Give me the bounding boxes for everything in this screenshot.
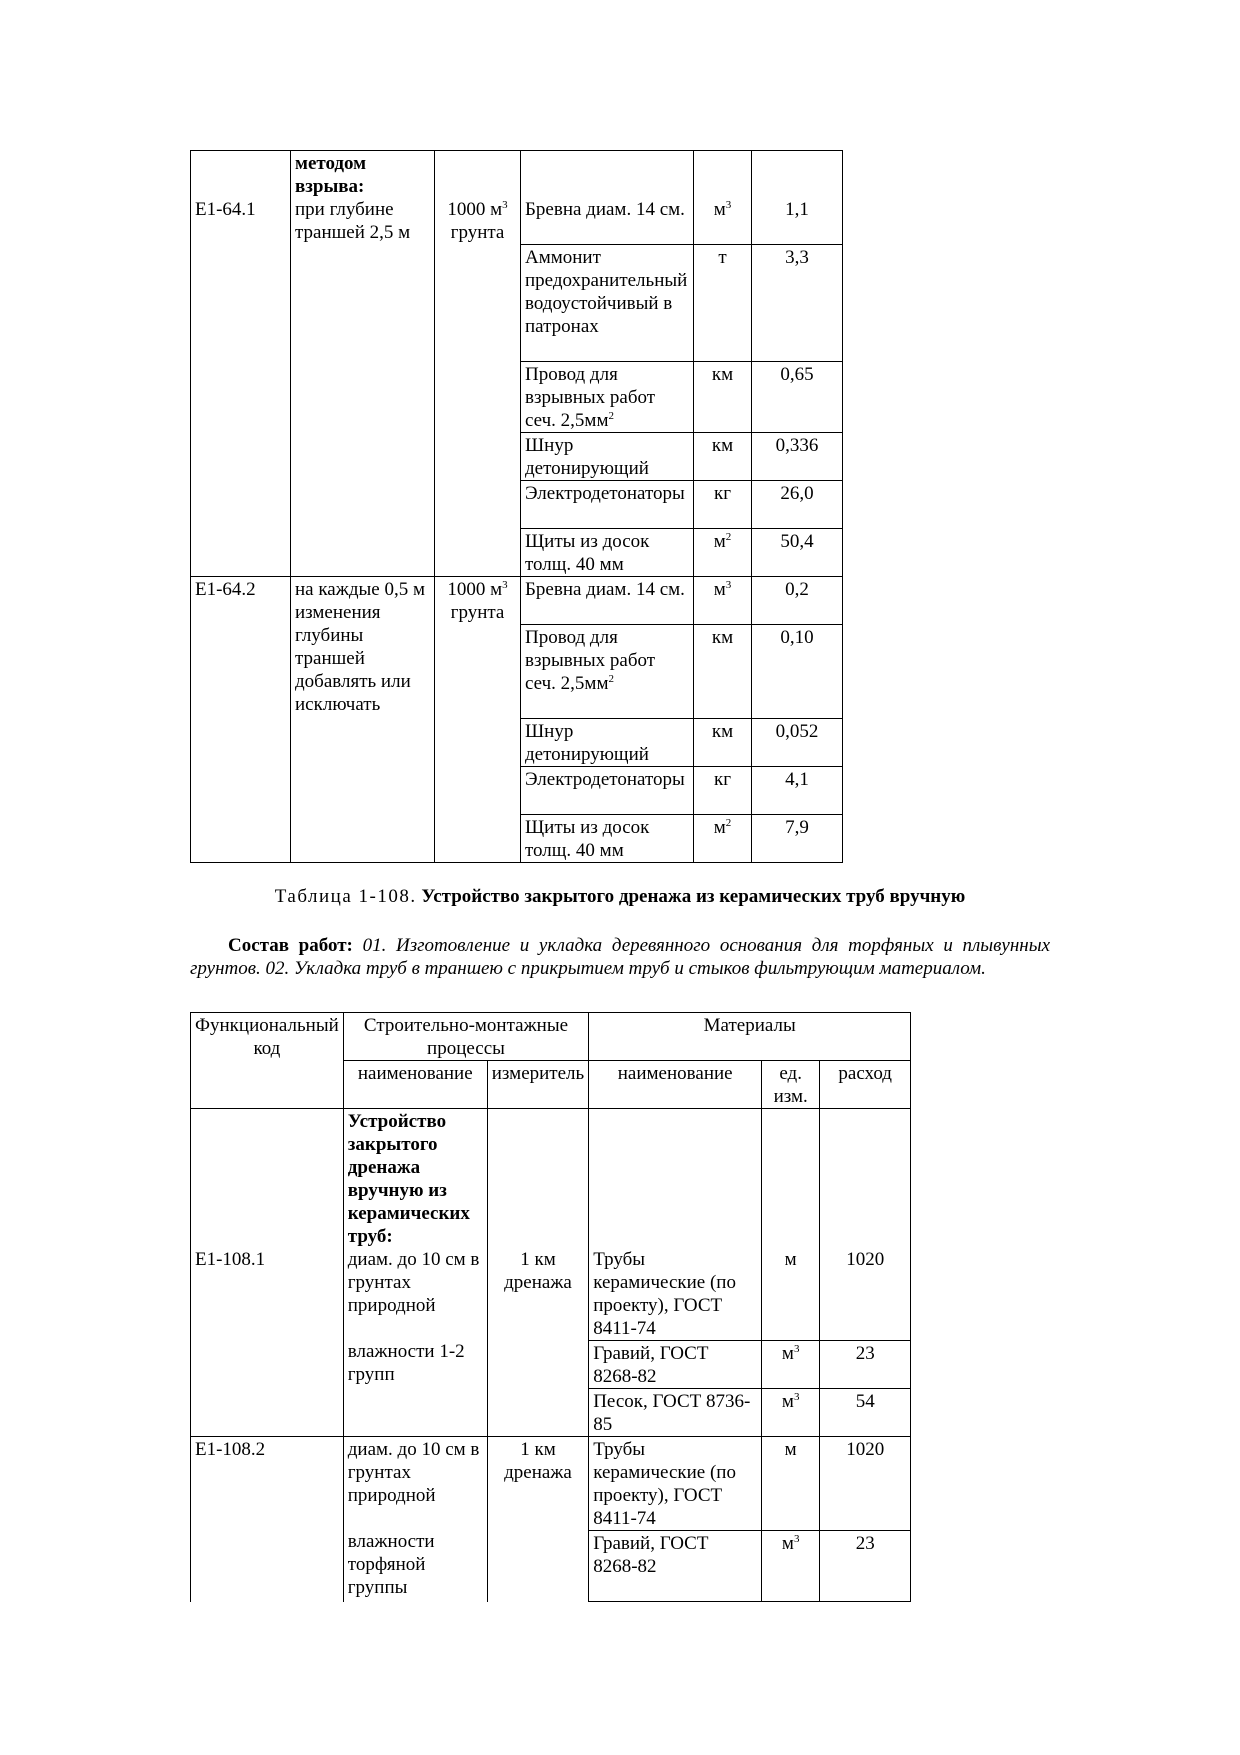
- header-proc-name: наименование: [343, 1061, 487, 1109]
- material-unit: $м^3$: [762, 1531, 820, 1602]
- material-name: Провод для взрывных работ сеч. $2,5мм^2$: [521, 625, 694, 719]
- material-name: Гравий, ГОСТ 8268-82: [589, 1341, 762, 1389]
- material-unit: м: [762, 1109, 820, 1341]
- material-name: Щиты из досок толщ. 40 мм: [521, 815, 694, 863]
- header-mat-name: наименование: [589, 1061, 762, 1109]
- material-unit: $м^3$: [762, 1389, 820, 1437]
- table-caption: [190, 886, 1050, 908]
- material-name: Электродетонаторы: [521, 767, 694, 815]
- material-name: Щиты из досок толщ. 40 мм: [521, 529, 694, 577]
- material-qty: 0,10: [752, 625, 843, 719]
- material-qty: 1,1: [752, 151, 843, 245]
- material-name: Трубы керамические (по проекту), ГОСТ 8411-74: [589, 1437, 762, 1531]
- material-unit: кг: [694, 767, 752, 815]
- material-qty: 1020: [820, 1109, 911, 1341]
- meter-cell: 1000 $м^3$ грунта: [435, 577, 521, 863]
- table-row-code-cell: [191, 151, 291, 577]
- material-unit: $м^2$: [694, 815, 752, 863]
- table-number: Таблица 1-108.: [274, 886, 417, 907]
- material-name: Аммонит предохранительный водоустойчивый в патронах: [521, 245, 694, 362]
- process-cell: методом взрыва: при глубине траншей 2,5 м: [291, 151, 435, 577]
- material-unit: км: [694, 719, 752, 767]
- header-processes: Строительно-монтажные процессы: [343, 1013, 588, 1061]
- header-proc-meter: измеритель: [487, 1061, 588, 1109]
- work-composition-label: Состав работ:: [228, 935, 353, 956]
- section-title: методом взрыва:: [295, 153, 367, 197]
- material-qty: 1020: [820, 1437, 911, 1531]
- material-name: Бревна диам. 14 см.: [521, 577, 694, 625]
- work-composition-text: 01. Изготовление и укладка деревянного основания для торфяных и плывунных грунтов. 02. Укладка труб в траншею с прикрытием труб и стыков фильтрующим материалом.: [190, 935, 1051, 979]
- material-name: Бревна диам. 14 см.: [521, 151, 694, 245]
- table-1-108: [190, 1012, 911, 1602]
- material-unit: кг: [694, 481, 752, 529]
- material-name: Трубы керамические (по проекту), ГОСТ 8411-74: [589, 1109, 762, 1341]
- material-unit: м: [762, 1437, 820, 1531]
- material-unit: км: [694, 433, 752, 481]
- material-qty: 3,3: [752, 245, 843, 362]
- material-qty: 50,4: [752, 529, 843, 577]
- material-name: Шнур детонирующий: [521, 433, 694, 481]
- material-qty: 0,052: [752, 719, 843, 767]
- material-unit: $м^3$: [694, 151, 752, 245]
- header-mat-qty: расход: [820, 1061, 911, 1109]
- material-unit: $м^2$: [694, 529, 752, 577]
- process-cell: на каждые 0,5 м изменения глубины траншей добавлять или исключать: [291, 577, 435, 863]
- meter-cell: 1 км дренажа: [487, 1437, 588, 1602]
- process-cell: диам. до 10 см в грунтах природной влажности торфяной группы: [343, 1437, 487, 1602]
- material-name: Шнур детонирующий: [521, 719, 694, 767]
- material-name: Электродетонаторы: [521, 481, 694, 529]
- material-qty: 0,2: [752, 577, 843, 625]
- row-code-cell: [191, 1109, 344, 1437]
- row-code: Е1-64.2: [191, 577, 291, 863]
- material-unit: км: [694, 625, 752, 719]
- material-unit: км: [694, 362, 752, 433]
- section-title: Устройство закрытого дренажа вручную из керамических труб:: [347, 1111, 470, 1247]
- meter-cell: 1000 $м^3$ грунта: [435, 151, 521, 577]
- material-qty: 54: [820, 1389, 911, 1437]
- row-code: Е1-108.2: [191, 1437, 344, 1602]
- material-qty: 7,9: [752, 815, 843, 863]
- material-name: Провод для взрывных работ сеч. $2,5мм^2$: [521, 362, 694, 433]
- material-unit: $м^3$: [762, 1341, 820, 1389]
- table-title: Устройство закрытого дренажа из керамических труб вручную: [421, 886, 966, 907]
- material-qty: 23: [820, 1341, 911, 1389]
- material-name: Гравий, ГОСТ 8268-82: [589, 1531, 762, 1602]
- material-qty: 23: [820, 1531, 911, 1602]
- meter-cell: 1 км дренажа: [487, 1109, 588, 1437]
- material-name: Песок, ГОСТ 8736-85: [589, 1389, 762, 1437]
- header-materials: Материалы: [589, 1013, 911, 1061]
- material-unit: $м^3$: [694, 577, 752, 625]
- material-unit: т: [694, 245, 752, 362]
- row-code: Е1-108.1: [195, 1249, 266, 1270]
- header-mat-unit: ед. изм.: [762, 1061, 820, 1109]
- table-1-64: [190, 150, 843, 863]
- material-qty: 0,65: [752, 362, 843, 433]
- work-composition: [190, 934, 1050, 980]
- process-cell: Устройство закрытого дренажа вручную из керамических труб: диам. до 10 см в грунтах природной влажности 1-2 групп: [343, 1109, 487, 1437]
- material-qty: 26,0: [752, 481, 843, 529]
- row-code: Е1-64.1: [195, 199, 256, 220]
- material-qty: 0,336: [752, 433, 843, 481]
- material-qty: 4,1: [752, 767, 843, 815]
- header-code: Функциональный код: [191, 1013, 344, 1109]
